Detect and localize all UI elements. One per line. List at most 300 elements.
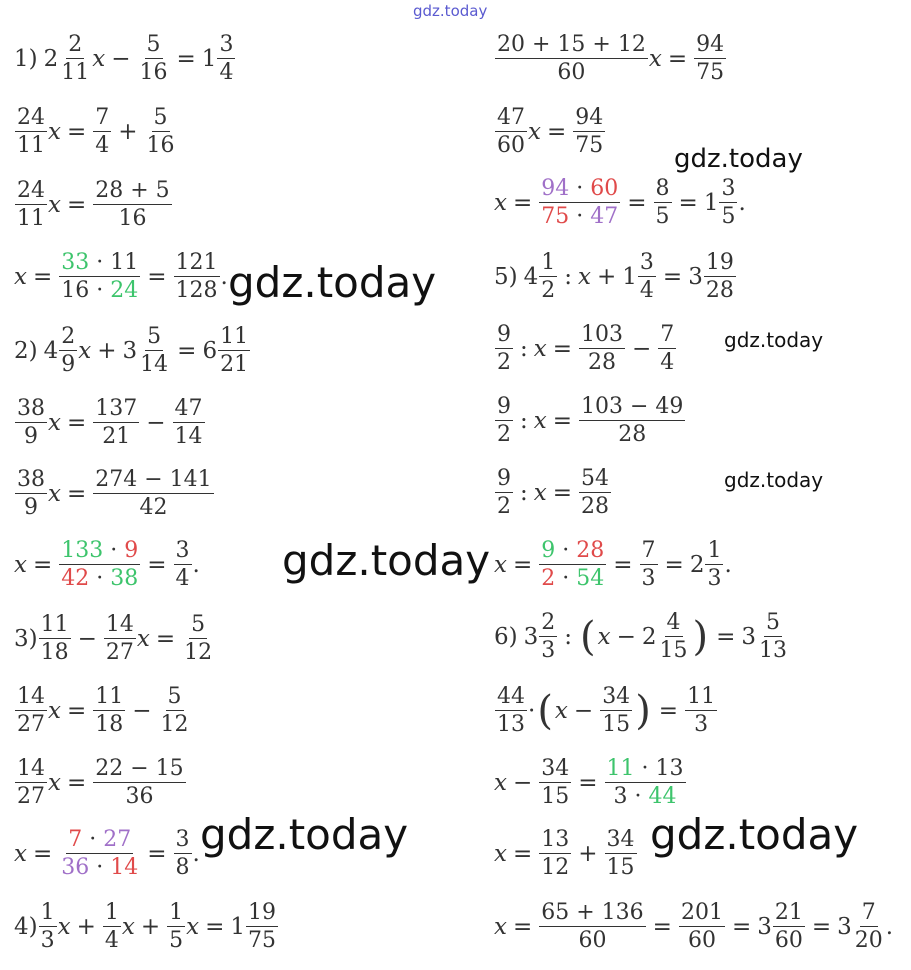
right-paren: ) xyxy=(692,613,709,660)
variable-x: x xyxy=(533,407,547,434)
denominator: 42 xyxy=(139,495,168,521)
numerator: 121 xyxy=(174,250,220,277)
fraction xyxy=(539,756,571,810)
operator: − xyxy=(616,623,636,650)
whole-part: 3 xyxy=(688,263,703,290)
numerator xyxy=(59,538,140,565)
fraction xyxy=(773,900,805,954)
fraction xyxy=(15,467,47,521)
whole-part: 1 xyxy=(230,913,246,940)
variable-x: x xyxy=(78,337,92,364)
variable-x: x xyxy=(48,769,61,796)
fraction xyxy=(174,250,220,304)
equation-line xyxy=(14,612,215,666)
factor: 38 xyxy=(110,566,139,592)
numerator: 5 xyxy=(145,32,163,59)
numerator: 34 xyxy=(600,684,632,711)
denominator: 3 xyxy=(541,638,556,664)
denominator: 28 xyxy=(588,350,617,376)
watermark-large: gdz.today xyxy=(228,258,437,307)
numerator: 9 xyxy=(495,394,513,421)
numerator: 47 xyxy=(495,105,527,132)
factor: 14 xyxy=(110,855,139,881)
whole-part: 1 xyxy=(622,263,637,290)
numerator: 3 xyxy=(174,538,192,565)
variable-x: x xyxy=(14,263,27,290)
whole-part: 1 xyxy=(201,45,217,72)
fraction xyxy=(59,250,140,304)
period: . xyxy=(738,189,746,216)
denominator xyxy=(59,277,140,303)
denominator: 75 xyxy=(575,133,604,159)
mixed-number xyxy=(642,610,691,664)
mixed-number xyxy=(837,900,886,954)
fraction xyxy=(539,250,557,304)
denominator: 16 xyxy=(146,133,175,159)
equation-line xyxy=(14,900,279,954)
denominator: 8 xyxy=(175,855,190,881)
fraction xyxy=(495,322,513,376)
denominator: 18 xyxy=(40,640,69,666)
operator: − xyxy=(77,625,97,652)
operator: − xyxy=(132,697,152,724)
numerator xyxy=(605,756,686,783)
fraction xyxy=(654,176,672,230)
variable-x: x xyxy=(533,335,547,362)
denominator: 11 xyxy=(17,206,45,232)
mixed-number xyxy=(44,324,79,378)
denominator: 21 xyxy=(102,424,131,450)
fraction xyxy=(495,32,648,86)
whole-part: 3 xyxy=(122,337,138,364)
operator: = xyxy=(147,263,167,290)
operator: = xyxy=(552,335,573,362)
whole-part: 2 xyxy=(641,623,657,650)
denominator xyxy=(59,854,140,880)
fraction xyxy=(495,466,513,520)
numerator: 13 xyxy=(539,827,571,854)
operator: = xyxy=(716,623,736,650)
denominator: 15 xyxy=(602,712,631,738)
operator: = xyxy=(512,189,533,216)
operator: = xyxy=(205,913,225,940)
fraction xyxy=(93,684,125,738)
operator: + xyxy=(118,118,138,145)
period: . xyxy=(220,263,228,290)
operator: = xyxy=(147,551,167,578)
denominator: 15 xyxy=(659,638,688,664)
factor: 54 xyxy=(576,566,605,592)
operator: = xyxy=(66,480,87,507)
denominator: 28 xyxy=(705,278,734,304)
fraction xyxy=(705,538,723,592)
fraction xyxy=(59,827,140,881)
numerator xyxy=(539,176,620,203)
numerator: 19 xyxy=(246,900,278,927)
problem-number: 4) xyxy=(14,913,38,940)
numerator: 1 xyxy=(705,538,723,565)
fraction xyxy=(15,178,47,232)
fraction xyxy=(59,538,140,592)
fraction xyxy=(15,396,47,450)
variable-x: x xyxy=(494,840,507,867)
variable-x: x xyxy=(48,697,61,724)
denominator: 128 xyxy=(175,278,218,304)
equation-line xyxy=(14,105,178,159)
operator: = xyxy=(66,769,87,796)
fraction xyxy=(39,612,71,666)
numerator: 7 xyxy=(640,538,658,565)
factor: 11 xyxy=(606,756,635,781)
operator: = xyxy=(177,337,197,364)
period: . xyxy=(724,551,732,578)
fraction xyxy=(93,467,213,521)
equation-line xyxy=(14,538,200,592)
denominator: 36 xyxy=(125,784,154,810)
denominator xyxy=(612,783,679,809)
operator: = xyxy=(578,769,598,796)
numerator: 11 xyxy=(218,324,250,351)
fraction xyxy=(579,394,685,448)
variable-x: x xyxy=(494,913,507,940)
operator: · xyxy=(110,538,118,563)
operator: : xyxy=(520,479,528,506)
equation-line xyxy=(14,684,192,738)
numerator: 20 + 15 + 12 xyxy=(495,32,648,59)
fraction xyxy=(539,827,571,881)
factor: 60 xyxy=(590,176,619,201)
numerator: 24 xyxy=(15,178,47,205)
operator: · xyxy=(89,827,97,852)
watermark-top: gdz.today xyxy=(413,2,488,20)
equation-line xyxy=(494,900,893,954)
operator: = xyxy=(652,913,672,940)
operator: · xyxy=(562,566,570,592)
operator: · xyxy=(96,278,104,304)
variable-x: x xyxy=(48,480,61,507)
factor: 133 xyxy=(61,538,104,563)
numerator: 94 xyxy=(573,105,605,132)
numerator: 94 xyxy=(694,32,726,59)
fraction xyxy=(93,396,139,450)
operator: = xyxy=(512,840,533,867)
operator: · xyxy=(641,756,649,781)
mixed-number xyxy=(123,324,172,378)
variable-x: x xyxy=(57,913,71,940)
numerator: 274 − 141 xyxy=(93,467,213,494)
operator: · xyxy=(96,250,104,275)
factor: 27 xyxy=(103,827,132,852)
operator: − xyxy=(146,409,166,436)
equation-line xyxy=(494,684,718,738)
operator: = xyxy=(155,625,176,652)
denominator: 16 xyxy=(139,60,168,86)
factor: 9 xyxy=(541,538,556,563)
whole-part: 1 xyxy=(703,189,719,216)
fraction xyxy=(174,538,192,592)
denominator xyxy=(539,565,606,591)
operator: · xyxy=(528,697,536,724)
operator: · xyxy=(576,176,584,201)
factor: 42 xyxy=(61,566,90,592)
fraction xyxy=(103,900,121,954)
mixed-number xyxy=(704,176,739,230)
factor: 16 xyxy=(61,278,90,304)
variable-x: x xyxy=(578,263,591,290)
denominator: 4 xyxy=(639,278,654,304)
denominator: 3 xyxy=(641,566,656,592)
numerator: 1 xyxy=(39,900,57,927)
fraction xyxy=(757,610,789,664)
fraction xyxy=(579,322,625,376)
fraction xyxy=(579,466,611,520)
numerator: 3 xyxy=(174,827,192,854)
denominator: 14 xyxy=(174,424,203,450)
numerator: 9 xyxy=(495,322,513,349)
numerator: 137 xyxy=(93,396,139,423)
numerator: 2 xyxy=(59,324,77,351)
denominator: 2 xyxy=(497,350,511,376)
denominator: 4 xyxy=(219,60,234,86)
operator: : xyxy=(564,263,572,290)
variable-x: x xyxy=(494,769,507,796)
variable-x: x xyxy=(14,551,27,578)
variable-x: x xyxy=(92,45,106,72)
operator: + xyxy=(97,337,117,364)
numerator: 5 xyxy=(152,105,170,132)
fraction xyxy=(39,900,57,954)
fraction xyxy=(600,684,632,738)
operator: · xyxy=(634,784,642,810)
numerator: 2 xyxy=(539,610,557,637)
operator: = xyxy=(664,551,684,578)
numerator: 22 − 15 xyxy=(93,756,185,783)
operator: : xyxy=(520,407,528,434)
variable-x: x xyxy=(136,625,150,652)
equation-line xyxy=(494,32,727,86)
factor: 13 xyxy=(655,756,684,781)
denominator: 27 xyxy=(105,640,134,666)
fraction xyxy=(605,756,686,810)
denominator: 60 xyxy=(578,928,607,954)
denominator: 12 xyxy=(184,640,213,666)
problem-number: 6) xyxy=(494,623,518,650)
numerator: 8 xyxy=(654,176,672,203)
whole-part: 2 xyxy=(689,551,705,578)
numerator: 7 xyxy=(658,322,676,349)
denominator: 5 xyxy=(169,928,184,954)
equation-line xyxy=(494,827,638,881)
denominator: 18 xyxy=(95,712,124,738)
denominator: 4 xyxy=(660,350,675,376)
operator: + xyxy=(578,840,598,867)
fraction xyxy=(174,827,192,881)
problem-number: 1) xyxy=(14,45,38,72)
numerator: 5 xyxy=(764,610,782,637)
problem-number: 2) xyxy=(14,337,38,364)
numerator: 3 xyxy=(719,176,737,203)
numerator: 4 xyxy=(665,610,683,637)
operator: = xyxy=(147,840,167,867)
operator: = xyxy=(32,551,53,578)
fraction xyxy=(638,250,656,304)
denominator: 14 xyxy=(140,352,169,378)
denominator: 2 xyxy=(497,494,511,520)
fraction xyxy=(495,394,513,448)
whole-part: 4 xyxy=(43,337,59,364)
numerator: 7 xyxy=(860,900,878,927)
fraction xyxy=(539,610,557,664)
fraction xyxy=(15,684,47,738)
right-paren: ) xyxy=(635,687,651,734)
numerator: 24 xyxy=(15,105,47,132)
denominator: 4 xyxy=(104,928,119,954)
numerator: 11 xyxy=(685,684,717,711)
denominator: 60 xyxy=(497,133,525,159)
numerator: 19 xyxy=(704,250,736,277)
factor: 36 xyxy=(61,855,90,881)
numerator: 14 xyxy=(15,756,47,783)
mixed-number xyxy=(690,538,725,592)
watermark-small: gdz.today xyxy=(724,328,824,352)
denominator: 9 xyxy=(24,424,38,450)
operator: = xyxy=(552,479,573,506)
watermark-large: gdz.today xyxy=(282,536,491,585)
fraction xyxy=(217,32,235,86)
denominator: 12 xyxy=(541,855,570,881)
operator: = xyxy=(66,409,87,436)
numerator: 54 xyxy=(579,466,611,493)
factor: 9 xyxy=(124,538,139,563)
fraction xyxy=(15,105,47,159)
factor: 2 xyxy=(541,566,556,592)
denominator: 60 xyxy=(557,60,586,86)
numerator: 14 xyxy=(15,684,47,711)
numerator: 3 xyxy=(217,32,235,59)
numerator: 5 xyxy=(145,324,163,351)
mixed-number xyxy=(524,250,559,304)
fraction xyxy=(685,684,717,738)
operator: = xyxy=(678,189,698,216)
equation-line xyxy=(14,250,228,304)
period: . xyxy=(192,840,200,867)
mixed-number xyxy=(524,610,559,664)
numerator: 103 − 49 xyxy=(579,394,685,421)
numerator: 2 xyxy=(66,32,84,59)
denominator: 60 xyxy=(774,928,803,954)
factor: 7 xyxy=(68,827,83,852)
fraction xyxy=(694,32,726,86)
problem-number: 5) xyxy=(494,263,518,290)
operator: = xyxy=(552,407,573,434)
operator: = xyxy=(66,118,87,145)
period: . xyxy=(192,551,200,578)
fraction xyxy=(539,176,620,230)
whole-part: 6 xyxy=(202,337,218,364)
numerator: 5 xyxy=(166,684,184,711)
operator: = xyxy=(32,263,53,290)
numerator: 201 xyxy=(679,900,725,927)
operator: = xyxy=(512,913,533,940)
fraction xyxy=(658,610,690,664)
numerator: 65 + 136 xyxy=(539,900,645,927)
numerator: 11 xyxy=(93,684,125,711)
denominator: 9 xyxy=(61,352,76,378)
operator: · xyxy=(576,204,584,230)
equation-line xyxy=(494,250,737,304)
numerator xyxy=(59,250,140,277)
mixed-number xyxy=(202,32,237,86)
equation-line xyxy=(494,105,606,159)
operator: + xyxy=(596,263,617,290)
denominator: 16 xyxy=(118,206,147,232)
operator: = xyxy=(32,840,53,867)
operator: − xyxy=(573,697,594,724)
whole-part: 2 xyxy=(43,45,59,72)
denominator: 15 xyxy=(606,855,635,881)
equation-line xyxy=(494,466,612,520)
operator: : xyxy=(564,623,572,650)
denominator: 3 xyxy=(707,566,722,592)
mixed-number xyxy=(741,610,790,664)
fraction xyxy=(704,250,736,304)
fraction xyxy=(159,684,191,738)
fraction xyxy=(853,900,885,954)
variable-x: x xyxy=(533,479,547,506)
denominator: 60 xyxy=(687,928,716,954)
operator: = xyxy=(811,913,832,940)
denominator: 5 xyxy=(655,204,670,230)
numerator: 103 xyxy=(579,322,625,349)
mixed-number xyxy=(688,250,737,304)
variable-x: x xyxy=(14,840,27,867)
fraction xyxy=(59,324,77,378)
denominator xyxy=(59,565,140,591)
equation-line xyxy=(14,827,200,881)
numerator xyxy=(66,827,133,854)
denominator: 13 xyxy=(497,712,525,738)
numerator: 34 xyxy=(605,827,637,854)
factor: 3 xyxy=(613,784,628,810)
equation-line xyxy=(494,756,687,810)
watermark-large: gdz.today xyxy=(650,810,859,859)
factor: 75 xyxy=(541,204,570,230)
operator: · xyxy=(96,566,104,592)
mixed-number xyxy=(757,900,806,954)
variable-x: x xyxy=(48,409,61,436)
denominator: 21 xyxy=(220,352,249,378)
numerator: 9 xyxy=(495,466,513,493)
denominator: 28 xyxy=(618,422,647,448)
operator: + xyxy=(76,913,96,940)
denominator: 28 xyxy=(581,494,610,520)
operator: · xyxy=(562,538,570,563)
factor: 33 xyxy=(61,250,90,275)
fraction xyxy=(93,756,185,810)
watermark-small: gdz.today xyxy=(724,468,824,492)
fraction xyxy=(15,756,47,810)
operator: − xyxy=(632,335,652,362)
fraction xyxy=(495,684,527,738)
denominator: 2 xyxy=(497,422,511,448)
factor: 44 xyxy=(648,784,677,810)
left-paren: ( xyxy=(537,687,553,734)
denominator: 4 xyxy=(175,566,190,592)
fraction xyxy=(679,900,725,954)
operator: = xyxy=(546,118,567,145)
numerator: 38 xyxy=(15,467,47,494)
mixed-number xyxy=(622,250,657,304)
